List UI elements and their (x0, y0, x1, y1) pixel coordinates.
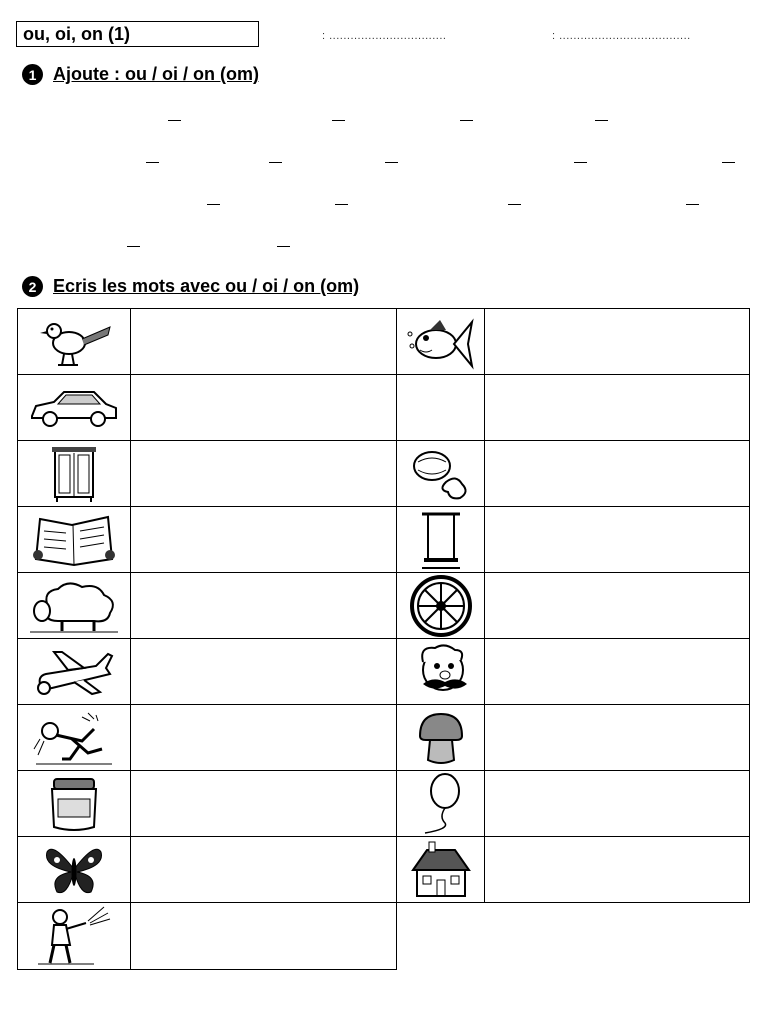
blank[interactable] (127, 246, 140, 247)
answer-cell[interactable] (485, 309, 750, 375)
name-line[interactable]: : ................................. (322, 30, 447, 42)
mushroom-icon (397, 705, 485, 771)
answer-cell[interactable] (485, 441, 750, 507)
blank[interactable] (269, 162, 282, 163)
section-2-heading (22, 276, 359, 297)
worksheet-title: ou, oi, on (1) (16, 21, 259, 47)
newspaper-icon (18, 507, 131, 573)
answer-cell[interactable] (485, 837, 750, 903)
blank[interactable] (686, 204, 699, 205)
answer-cell[interactable] (131, 903, 397, 970)
blank[interactable] (722, 162, 735, 163)
boy-running-icon (18, 705, 131, 771)
blank[interactable] (595, 120, 608, 121)
mustache-man-icon (397, 639, 485, 705)
blank[interactable] (168, 120, 181, 121)
blank[interactable] (460, 120, 473, 121)
blank[interactable] (508, 204, 521, 205)
answer-cell[interactable] (131, 309, 397, 375)
answer-cell[interactable] (131, 507, 397, 573)
answer-cell[interactable] (131, 705, 397, 771)
answer-cell[interactable] (131, 573, 397, 639)
fish-icon (397, 309, 485, 375)
butterfly-icon (18, 837, 131, 903)
answer-cell[interactable] (485, 771, 750, 837)
section-2-title: Ecris les mots avec ou / oi / on (om) (53, 276, 360, 296)
blank[interactable] (385, 162, 398, 163)
blank[interactable] (574, 162, 587, 163)
empty-icon-cell (397, 375, 485, 441)
section-2-number: 2 (22, 276, 43, 297)
swing-icon (397, 507, 485, 573)
answer-cell[interactable] (131, 441, 397, 507)
blank[interactable] (207, 204, 220, 205)
answer-cell[interactable] (131, 771, 397, 837)
house-icon (397, 837, 485, 903)
blank[interactable] (335, 204, 348, 205)
date-line[interactable]: : ..................................... (552, 30, 691, 42)
blank[interactable] (146, 162, 159, 163)
jam-jar-icon (18, 771, 131, 837)
answer-cell[interactable] (131, 639, 397, 705)
answer-cell[interactable] (485, 639, 750, 705)
answer-cell[interactable] (485, 507, 750, 573)
bird-icon (18, 309, 131, 375)
car-icon (18, 375, 131, 441)
answer-cell[interactable] (485, 375, 750, 441)
word-table (17, 308, 750, 970)
wheel-icon (397, 573, 485, 639)
answer-cell[interactable] (131, 837, 397, 903)
blank[interactable] (332, 120, 345, 121)
answer-cell[interactable] (131, 375, 397, 441)
gardener-icon (18, 903, 131, 970)
airplane-icon (18, 639, 131, 705)
wardrobe-icon (18, 441, 131, 507)
balloon-icon (397, 771, 485, 837)
empty-area (397, 903, 750, 970)
section-1-heading (22, 64, 259, 85)
answer-cell[interactable] (485, 573, 750, 639)
walnut-icon (397, 441, 485, 507)
section-1-title: Ajoute : ou / oi / on (om) (53, 64, 259, 84)
section-1-number: 1 (22, 64, 43, 85)
answer-cell[interactable] (485, 705, 750, 771)
sheep-icon (18, 573, 131, 639)
blank[interactable] (277, 246, 290, 247)
